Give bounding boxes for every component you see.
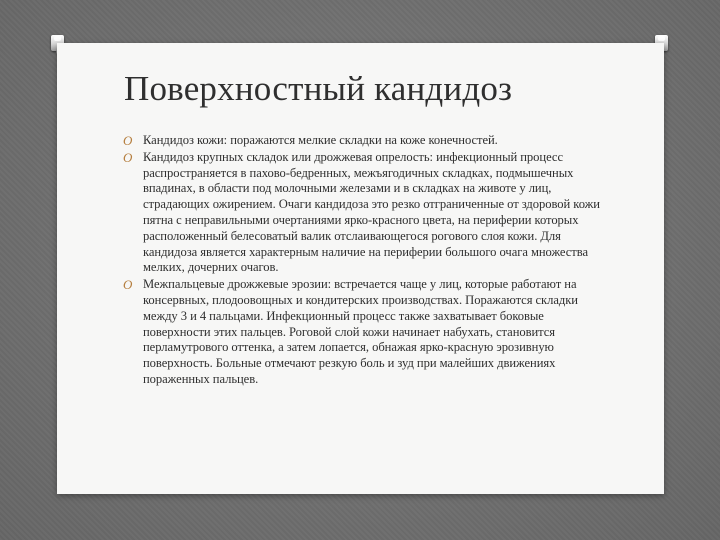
bullet-item-skin-folds <box>123 133 601 149</box>
bullet-item-large-folds <box>123 150 601 276</box>
bullet-icon: O <box>123 149 133 165</box>
bullet-icon: O <box>123 277 133 293</box>
bullet-text: Кандидоз крупных складок или дрожжевая опрелость: инфекционный процесс распространяется в пахово-бедренных, межъягодичных складках, подмышечных впадинах, в области под молочными железами и в складках на животе у лиц, страдающих ожирением. Очаги кандидоза это резко отграниченные от здоровой кожи пятна с неправильными очертаниями ярко-красного цвета, на периферии которых расположенный белесоватый валик отслаивающегося рогового слоя кожи. Для кандидоза является характерным наличие на периферии большого очага множества мелких, дочерних очагов. <box>143 149 600 275</box>
bullet-text: Кандидоз кожи: поражаются мелкие складки на коже конечностей. <box>143 133 498 147</box>
bullet-list <box>123 133 601 389</box>
bullet-icon: O <box>123 133 133 148</box>
slide-title: Поверхностный кандидоз <box>124 69 513 108</box>
bullet-text: Межпальцевые дрожжевые эрозии: встречается чаще у лиц, которые работают на консервных, плодоовощных и кондитерских производствах. Поражаются складки между 3 и 4 пальцами. Инфекционный процесс также захватывает боковые поверхности этих пальцев. Роговой слой кожи начинает набухать, становится перламутрового оттенка, а затем лопается, обнажая ярко-красную эрозивную поверхность. Больные отмечают резкую боль и зуд при малейших движениях пораженных пальцев. <box>143 277 578 386</box>
bullet-item-interdigital-erosions <box>123 277 601 388</box>
